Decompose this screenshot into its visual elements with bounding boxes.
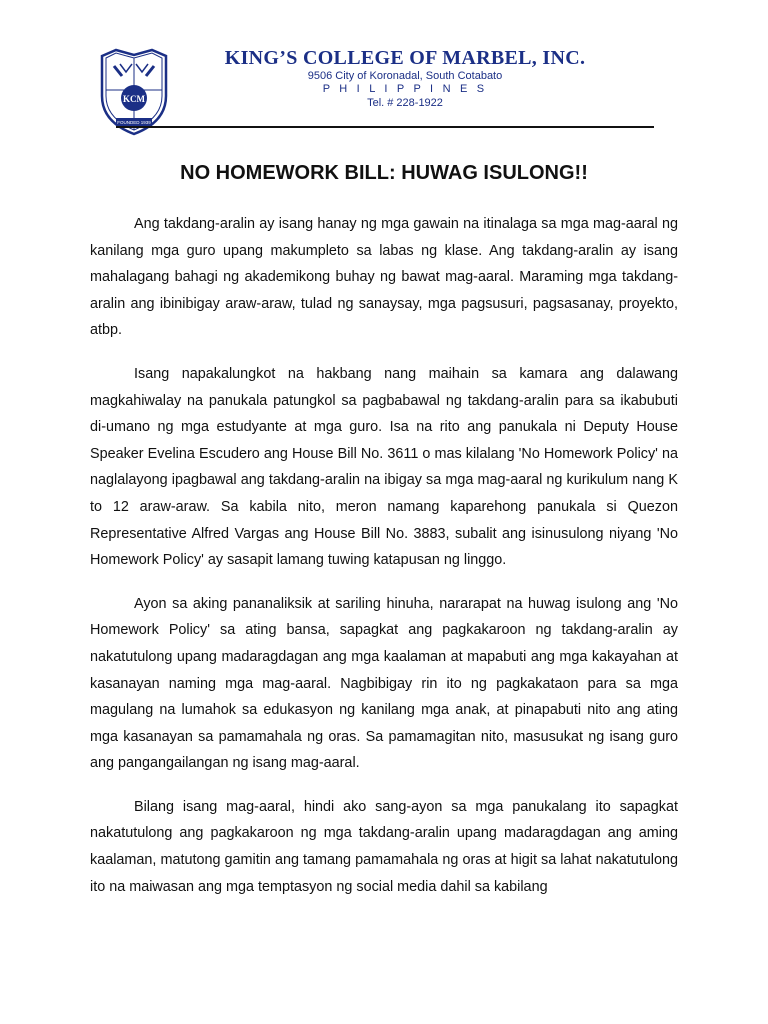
svg-text:FOUNDED 1939: FOUNDED 1939	[117, 120, 151, 125]
paragraph-4: Bilang isang mag-aaral, hindi ako sang-ayon sa mga panukalang ito sapagkat nakatutulong ang pagkakaroon ng mga takdang-aralin upang madaragdagan ang aming kaalaman, matutong gamitin ang tamang pamamahala ng oras at higit sa lahat nakatutulong ito na maiwasan ang mga temptasyon ng social media dahil sa kabilang	[90, 798, 678, 895]
paragraph-2: Isang napakalungkot na hakbang nang maihain sa kamara ang dalawang magkahiwalay na panukala patungkol sa pagbabawal ng takdang-aralin para sa ikabubuti di-umano ng mga estudyante at mga guro. Isa na rito ang panukala ni Deputy House Speaker Evelina Escudero ang House Bill No. 3611 o mas kilalang 'No Homework Policy' na naglalayong ipagbawal ang takdang-aralin na ibigay sa mga mag-aaral ng kurikulum nang K to 12 araw-araw. Sa kabila nito, meron namang kaparehong panukala si Quezon Representative Alfred Vargas ang House Bill No. 3883, subalit ang isinusulong niyang 'No Homework Policy' ay sasapit lamang tuwing katapusan ng linggo.	[90, 365, 678, 569]
school-name: KING’S COLLEGE OF MARBEL, INC.	[224, 47, 586, 69]
paragraph-3: Ayon sa aking pananaliksik at sariling hinuha, nararapat na huwag isulong ang 'No Homework Policy' sa ating bansa, sapagkat ang pagkakaroon ng takdang-aralin ay nakatutulong upang madaragdagan ang mga kaalaman at mapabuti ang mga kakayahan at kasanayan naming mga mag-aaral. Nagbibigay rin ito ng pagkakataon para sa mga magulang na lumahok sa edukasyon ng kanilang mga anak, at pinapabuti nito ang ating mga kasanayan sa pamamahala ng oras. Sa pamamagitan nito, masusukat ng isang guro ang pangangailangan ng isang mag-aaral.	[90, 595, 678, 772]
document-body	[90, 211, 678, 917]
svg-text:KCM: KCM	[123, 94, 145, 104]
document-title: NO HOMEWORK BILL: HUWAG ISULONG!!	[180, 162, 588, 184]
school-country: P H I L I P P I N E S	[322, 83, 488, 95]
paragraph-1: Ang takdang-aralin ay isang hanay ng mga gawain na itinalaga sa mga mag-aaral ng kanilang mga guro upang makumpleto sa labas ng klase. Ang takdang-aralin ay isang mahalagang bahagi ng akademikong buhay ng bawat mag-aaral. Maraming mga takdang-aralin ang ibinibigay araw-araw, tulad ng sanaysay, mga pagsusuri, pagsasanay, proyekto, atbp.	[90, 216, 678, 339]
school-telephone: Tel. # 228-1922	[367, 97, 443, 109]
letterhead-divider	[116, 126, 654, 128]
school-address: 9506 City of Koronadal, South Cotabato	[307, 70, 503, 82]
